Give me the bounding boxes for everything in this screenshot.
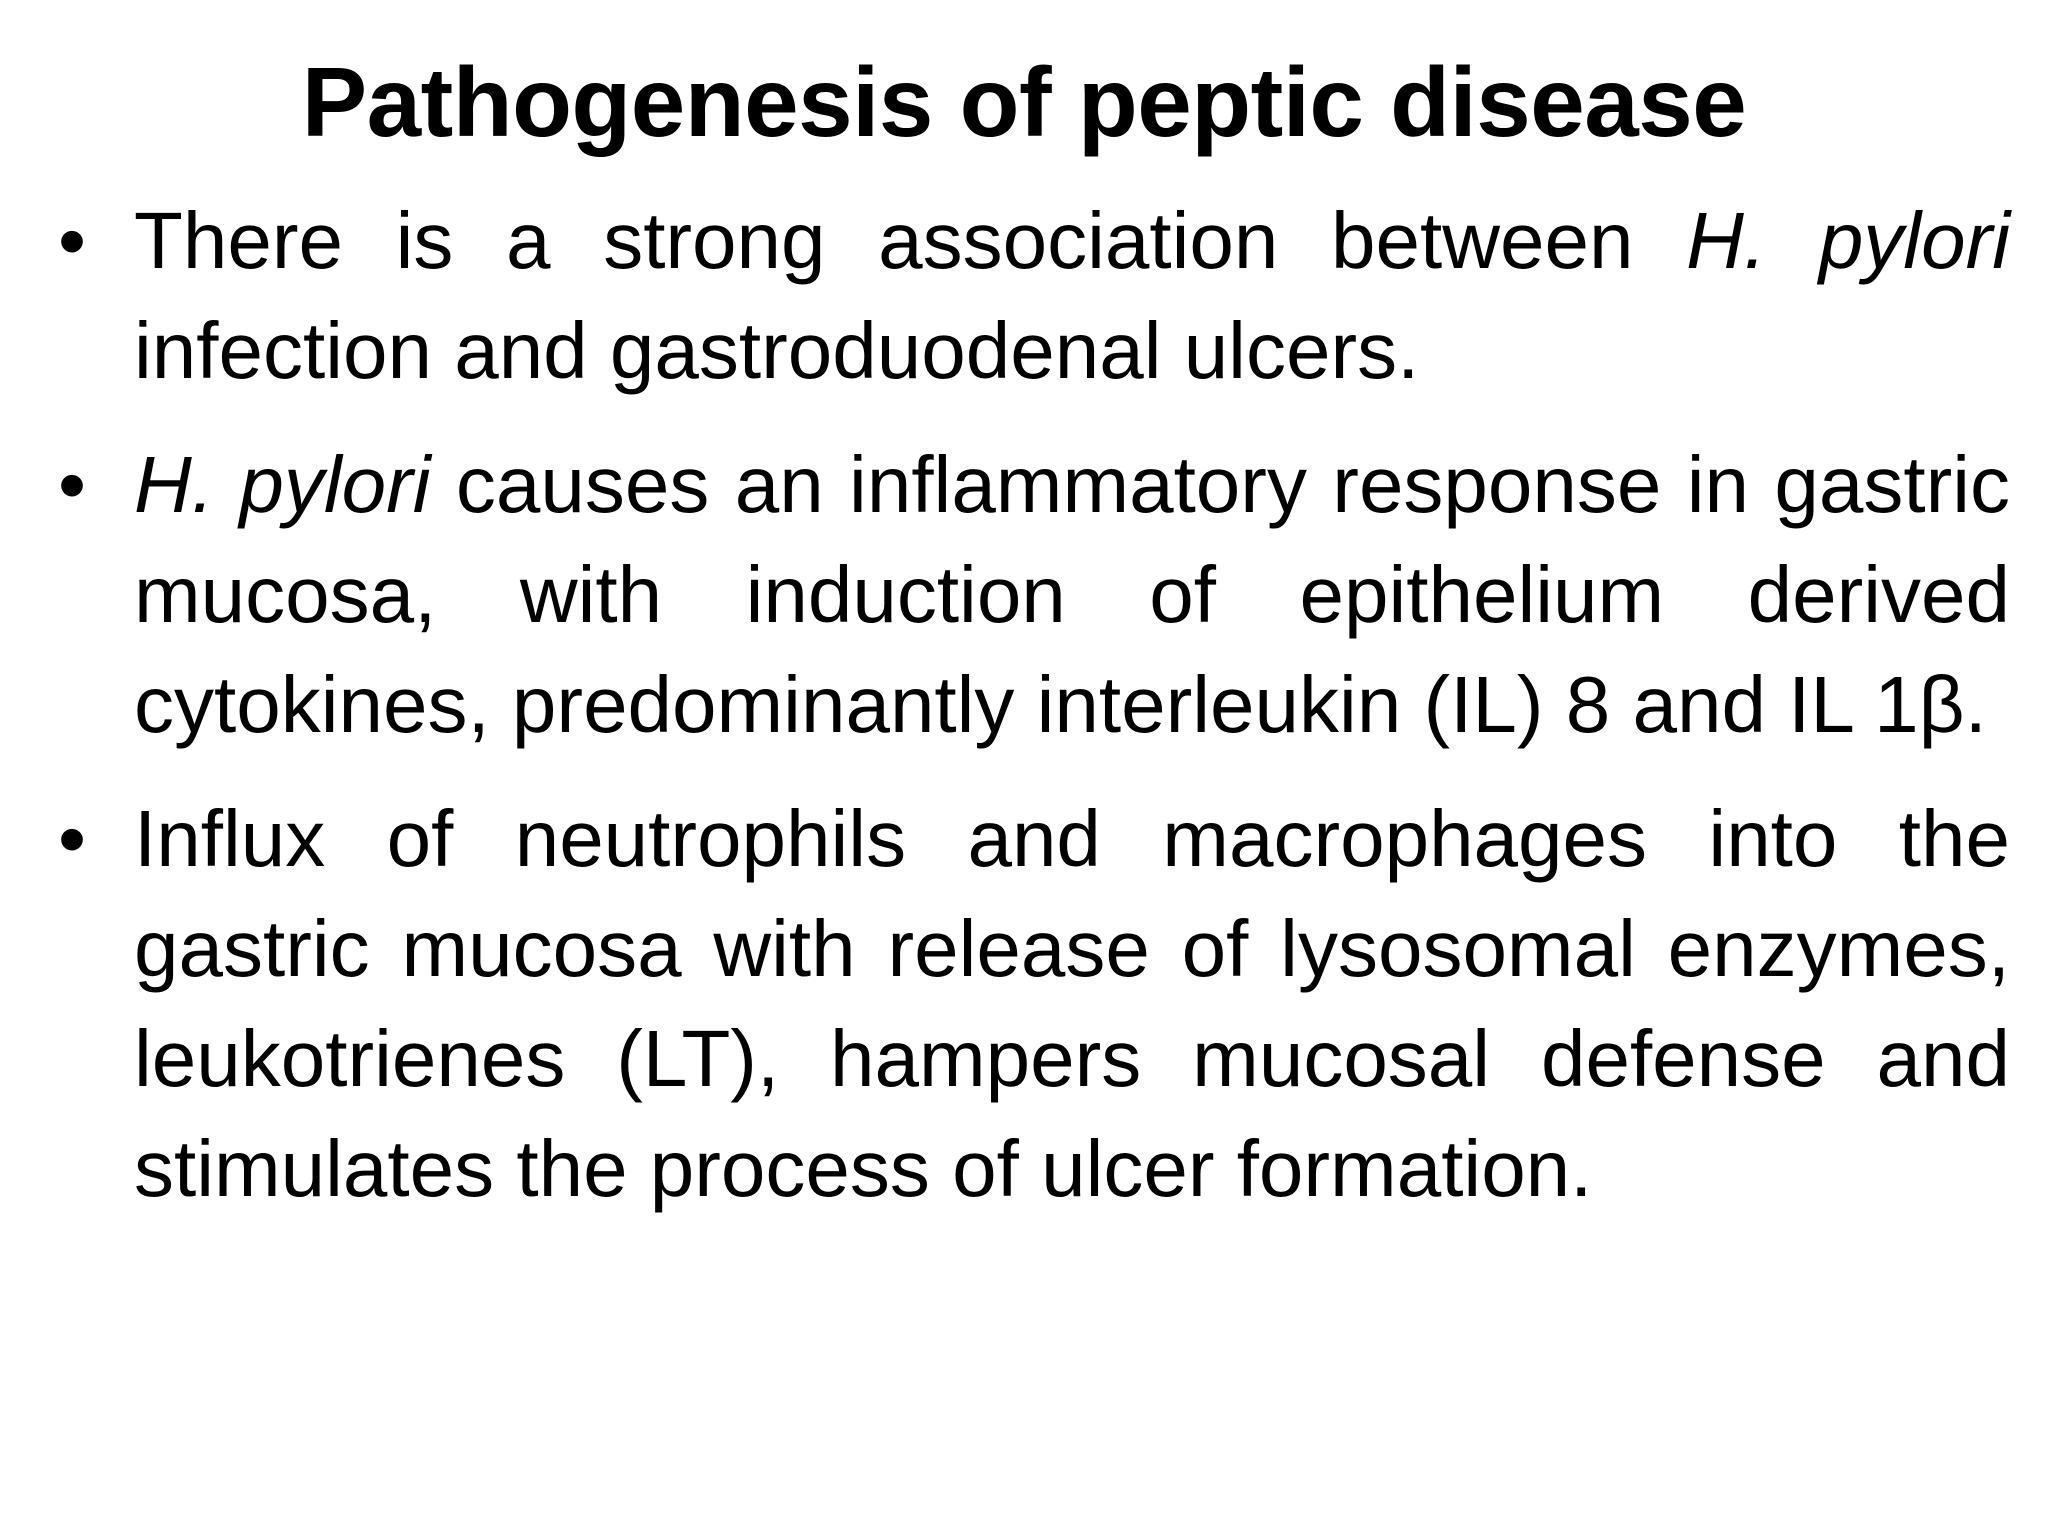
- bullet-text: [134, 186, 2010, 406]
- bullet-item: [50, 430, 2010, 760]
- bullet-segment: infection and gastroduodenal ulcers.: [134, 306, 1420, 395]
- bullet-segment: There is a strong association between: [134, 196, 1687, 285]
- bullet-text: [134, 430, 2010, 760]
- bullet-item: [50, 186, 2010, 406]
- bullet-list: [50, 186, 2010, 1248]
- bullet-segment-italic: H. pylori: [134, 440, 431, 529]
- bullet-segment: causes an inflammatory response in gastric mucosa, with induction of epithelium derived cytokines, predominantly interleukin (IL) 8 and IL 1β.: [134, 440, 2010, 749]
- bullet-item: [50, 784, 2010, 1224]
- bullet-marker: •: [58, 196, 87, 285]
- slide-title: Pathogenesis of peptic disease: [301, 47, 1747, 157]
- bullet-marker: •: [58, 794, 87, 883]
- bullet-marker: •: [58, 440, 87, 529]
- bullet-segment: Influx of neutrophils and macrophages into the gastric mucosa with release of lysosomal enzymes, leukotrienes (LT), hampers mucosal defense and stimulates the process of ulcer formation.: [134, 794, 2010, 1213]
- bullet-text: [134, 784, 2010, 1224]
- bullet-segment-italic: H. pylori: [1686, 196, 2010, 285]
